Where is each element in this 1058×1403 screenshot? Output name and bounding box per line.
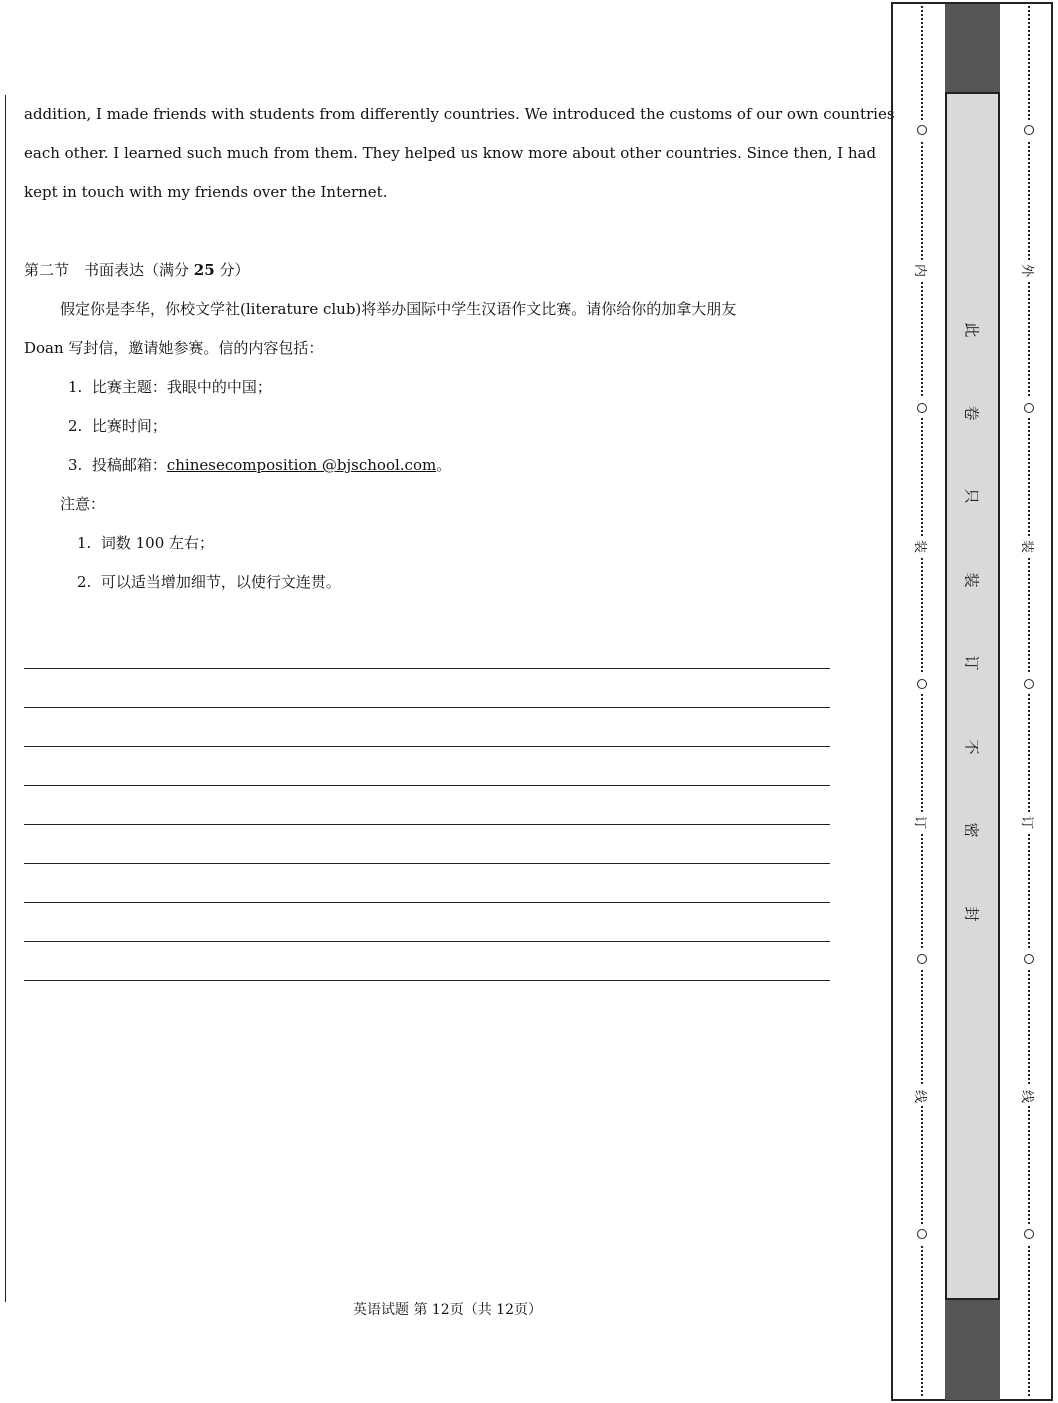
- note-item: 1. 词数 100 左右；: [77, 534, 215, 552]
- notes-label: 注意：: [60, 495, 106, 513]
- footer-subject: 英语试题: [353, 1302, 409, 1318]
- circle-icon: [912, 1224, 932, 1244]
- band-char: 只: [962, 488, 981, 504]
- left-margin-rule: [5, 95, 6, 1302]
- answer-line[interactable]: [24, 707, 830, 708]
- inner-mark: 订: [912, 812, 932, 832]
- binding-band-top: [945, 4, 1000, 94]
- binding-band: [945, 92, 1000, 1300]
- section-score: 25: [193, 261, 215, 279]
- band-char: 卷: [962, 405, 981, 421]
- band-char: 不: [962, 739, 981, 755]
- email-link[interactable]: chinesecomposition @bjschool.com: [166, 456, 437, 474]
- outer-mark: 线: [1019, 1086, 1039, 1106]
- note-item: 2. 可以适当增加细节，以使行文连贯。: [77, 573, 341, 591]
- section-title: 第二节 书面表达（满分 25 分）: [24, 261, 250, 279]
- outer-mark: 装: [1019, 536, 1039, 556]
- circle-icon: [1019, 1224, 1039, 1244]
- band-char: 此: [962, 322, 981, 338]
- circle-icon: [912, 398, 932, 418]
- circle-icon: [1019, 120, 1039, 140]
- passage-line: addition, I made friends with students from differently countries. We introduced the customs of our own countries: [24, 105, 895, 123]
- inner-mark: 线: [912, 1086, 932, 1106]
- content-item: 1. 比赛主题：我眼中的中国；: [68, 378, 272, 396]
- inner-mark: 装: [912, 536, 932, 556]
- band-char: 订: [962, 655, 981, 671]
- circle-icon: [912, 120, 932, 140]
- binding-band-bottom: [945, 1300, 1000, 1400]
- answer-line[interactable]: [24, 980, 830, 981]
- circle-icon: [912, 674, 932, 694]
- answer-line[interactable]: [24, 902, 830, 903]
- task-line-2: Doan 写封信，邀请她参赛。信的内容包括：: [24, 339, 324, 357]
- page-footer: [0, 1300, 895, 1320]
- task-line-1: 假定你是李华，你校文学社(literature club)将举办国际中学生汉语作文比赛。请你给你的加拿大朋友: [60, 300, 737, 318]
- passage-line: kept in touch with my friends over the Internet.: [24, 183, 388, 201]
- answer-line[interactable]: [24, 785, 830, 786]
- answer-line[interactable]: [24, 824, 830, 825]
- answer-line[interactable]: [24, 746, 830, 747]
- inner-mark: 内: [912, 260, 932, 280]
- circle-icon: [1019, 949, 1039, 969]
- outer-mark: 外: [1019, 260, 1039, 280]
- answer-line[interactable]: [24, 941, 830, 942]
- content-item: 2. 比赛时间；: [68, 417, 167, 435]
- passage-line: each other. I learned such much from them. They helped us know more about other countries. Since then, I had: [24, 144, 877, 162]
- circle-icon: [912, 949, 932, 969]
- outer-mark: 订: [1019, 812, 1039, 832]
- content-item: 3. 投稿邮箱：chinesecomposition @bjschool.com。: [68, 456, 452, 474]
- band-char: 装: [962, 572, 981, 588]
- answer-line[interactable]: [24, 668, 830, 669]
- outer-dotted-line: [1019, 6, 1036, 1396]
- band-char: 密: [962, 822, 981, 838]
- circle-icon: [1019, 674, 1039, 694]
- circle-icon: [1019, 398, 1039, 418]
- passage-end: [24, 95, 895, 212]
- band-char: 封: [962, 906, 981, 922]
- footer-page-number: 第 12页（共 12页）: [413, 1302, 542, 1318]
- answer-line[interactable]: [24, 863, 830, 864]
- inner-dotted-line: [912, 6, 929, 1396]
